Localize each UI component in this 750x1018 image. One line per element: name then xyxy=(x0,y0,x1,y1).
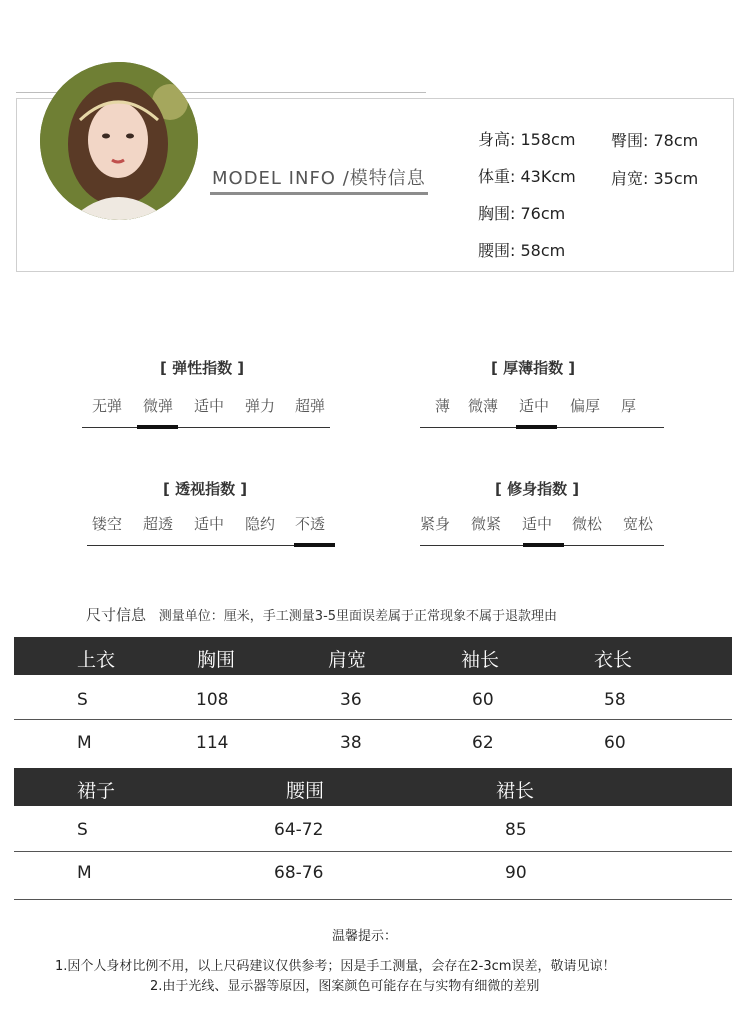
stat-weight: 体重: 43Kcm xyxy=(478,167,576,186)
elasticity-selected-marker xyxy=(137,425,178,429)
thickness-option: 微薄 xyxy=(468,397,499,415)
sheerness-option: 不透 xyxy=(295,515,326,533)
sheerness-option: 适中 xyxy=(194,515,225,533)
table-cell: 38 xyxy=(340,733,362,753)
table-cell: 85 xyxy=(505,820,527,840)
table-row xyxy=(0,820,750,844)
stat-waist: 腰围: 58cm xyxy=(478,241,566,260)
table-cell: 68-76 xyxy=(274,863,324,883)
table-cell: S xyxy=(77,690,88,710)
elasticity-option: 无弹 xyxy=(92,397,123,415)
sheerness-title: [ 透视指数 ] xyxy=(163,480,248,498)
elasticity-option: 超弹 xyxy=(295,397,326,415)
table-cell: 62 xyxy=(472,733,494,753)
elasticity-title: [ 弹性指数 ] xyxy=(160,359,245,377)
top-table-header xyxy=(14,637,732,675)
top-header-cell: 衣长 xyxy=(594,649,633,671)
fit-option: 宽松 xyxy=(623,515,654,533)
sheerness-option: 镂空 xyxy=(92,515,123,533)
thickness-selected-marker xyxy=(516,425,557,429)
thickness-option: 偏厚 xyxy=(570,397,601,415)
table-cell: 108 xyxy=(196,690,229,710)
elasticity-scale-line xyxy=(82,427,330,428)
row-divider xyxy=(14,719,732,720)
table-cell: 60 xyxy=(472,690,494,710)
stat-height: 身高: 158cm xyxy=(478,130,576,149)
thickness-option: 薄 xyxy=(435,397,451,415)
row-divider xyxy=(14,899,732,900)
skirt-header-cell: 裙长 xyxy=(496,780,535,802)
tip-line: 1.因个人身材比例不用，以上尺码建议仅供参考；因是手工测量，会存在2-3cm误差，敬请见谅！ xyxy=(55,959,616,974)
elasticity-option: 微弹 xyxy=(143,397,174,415)
top-header-cell: 袖长 xyxy=(461,649,500,671)
sheerness-option: 隐约 xyxy=(245,515,276,533)
size-info-note: 测量单位：厘米，手工测量3-5里面误差属于正常现象不属于退款理由 xyxy=(158,609,558,624)
table-cell: 58 xyxy=(604,690,626,710)
tips-title: 温馨提示： xyxy=(332,929,398,944)
stat-bust: 胸围: 76cm xyxy=(478,204,566,223)
row-divider xyxy=(14,851,732,852)
sheerness-option: 超透 xyxy=(143,515,174,533)
size-info-heading xyxy=(86,604,557,625)
model-avatar xyxy=(40,62,198,220)
top-header-cell: 胸围 xyxy=(197,649,236,671)
fit-option: 紧身 xyxy=(420,515,451,533)
table-cell: 60 xyxy=(604,733,626,753)
skirt-table-header xyxy=(14,768,732,806)
table-row xyxy=(0,690,750,714)
elasticity-option: 弹力 xyxy=(245,397,276,415)
table-cell: 36 xyxy=(340,690,362,710)
size-info-label: 尺寸信息 xyxy=(86,606,147,624)
top-header-cell: 肩宽 xyxy=(328,649,367,671)
sheerness-selected-marker xyxy=(294,543,335,547)
stat-shoulder: 肩宽: 35cm xyxy=(611,169,699,188)
table-cell: 64-72 xyxy=(274,820,324,840)
stat-hip: 臀围: 78cm xyxy=(611,131,699,150)
thickness-option: 厚 xyxy=(621,397,637,415)
table-cell: 114 xyxy=(196,733,229,753)
top-header-cell: 上衣 xyxy=(77,649,116,671)
fit-title: [ 修身指数 ] xyxy=(495,480,580,498)
table-cell: 90 xyxy=(505,863,527,883)
thickness-option: 适中 xyxy=(519,397,550,415)
model-portrait-image xyxy=(40,62,198,220)
model-info-title: MODEL INFO /模特信息 xyxy=(212,168,426,189)
table-row xyxy=(0,733,750,757)
model-info-underline xyxy=(210,192,428,195)
skirt-header-cell: 裙子 xyxy=(77,780,116,802)
table-cell: M xyxy=(77,733,92,753)
skirt-header-cell: 腰围 xyxy=(286,780,325,802)
elasticity-option: 适中 xyxy=(194,397,225,415)
thickness-title: [ 厚薄指数 ] xyxy=(491,359,576,377)
fit-option: 微松 xyxy=(572,515,603,533)
tip-line: 2.由于光线、显示器等原因，图案颜色可能存在与实物有细微的差别 xyxy=(150,979,540,994)
table-row xyxy=(0,863,750,887)
table-cell: M xyxy=(77,863,92,883)
fit-option: 适中 xyxy=(522,515,553,533)
fit-option: 微紧 xyxy=(471,515,502,533)
fit-selected-marker xyxy=(523,543,564,547)
table-cell: S xyxy=(77,820,88,840)
